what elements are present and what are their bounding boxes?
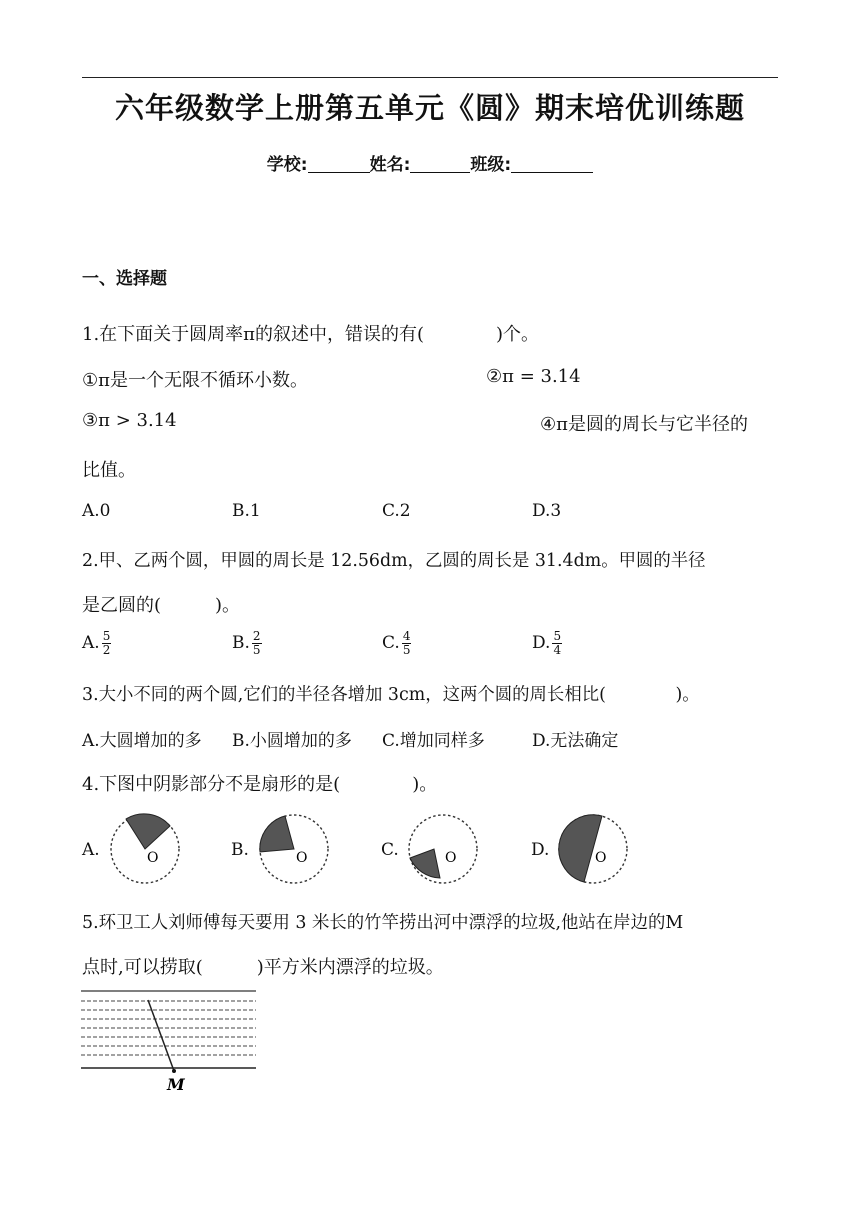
fraction-numerator: 5 — [553, 629, 562, 643]
q1-option-b[interactable]: B.1 — [232, 501, 261, 521]
name-blank[interactable] — [410, 154, 470, 173]
fraction-numerator: 5 — [102, 629, 111, 643]
center-label: O — [595, 850, 607, 866]
q2-option-c-letter: C. — [382, 633, 400, 653]
q2-option-a-letter: A. — [82, 633, 100, 653]
page-title: 六年级数学上册第五单元《圆》期末培优训练题 — [114, 91, 745, 125]
q2-option-d[interactable] — [532, 630, 562, 657]
fraction-numerator: 2 — [252, 629, 261, 643]
shaded-sector — [260, 816, 294, 852]
dashed-circle — [409, 815, 477, 883]
q2-stem-line2: 是乙圆的( )。 — [82, 595, 241, 616]
shaded-semicircle — [559, 815, 602, 882]
class-label: 班级: — [470, 155, 512, 175]
class-blank[interactable] — [511, 154, 593, 173]
fraction-denominator: 5 — [402, 643, 411, 657]
fraction-denominator: 5 — [252, 643, 261, 657]
bamboo-pole — [148, 1000, 174, 1071]
q1-option-d[interactable]: D.3 — [532, 501, 562, 521]
q1-stem: 1.在下面关于圆周率π的叙述中，错误的有( )个。 — [82, 324, 540, 345]
q2-option-b-fraction — [252, 630, 262, 657]
q1-statement-1: ①π是一个无限不循环小数。 — [82, 370, 308, 391]
header-rule — [82, 77, 778, 78]
shaded-sector — [126, 814, 170, 849]
center-label: O — [296, 850, 308, 866]
q2-option-d-letter: D. — [532, 633, 551, 653]
q2-option-b[interactable] — [232, 630, 262, 657]
student-info-line — [0, 150, 860, 175]
fraction-numerator: 4 — [402, 629, 411, 643]
q1-statement-4: ④π是圆的周长与它半径的 — [540, 414, 748, 435]
center-label: O — [445, 850, 457, 866]
q3-option-b[interactable]: B.小圆增加的多 — [232, 731, 352, 751]
q2-option-a[interactable] — [82, 630, 111, 657]
q4-figure-a — [100, 812, 190, 888]
q3-option-d[interactable]: D.无法确定 — [532, 731, 619, 751]
school-blank[interactable] — [308, 154, 370, 173]
q5-stem-line1: 5.环卫工人刘师傅每天要用 3 米长的竹竿捞出河中漂浮的垃圾,他站在岸边的M — [82, 913, 684, 933]
river-water-lines — [81, 1001, 256, 1055]
fraction-denominator: 4 — [553, 643, 562, 657]
name-label: 姓名: — [369, 155, 411, 175]
q2-option-b-letter: B. — [232, 633, 250, 653]
q4-figure-b — [249, 812, 339, 888]
shaded-region — [410, 849, 440, 878]
q4-option-c[interactable]: C. — [381, 840, 399, 860]
point-m-label: M — [167, 1075, 185, 1094]
q1-option-c[interactable]: C.2 — [382, 501, 411, 521]
q5-stem-line2: 点时,可以捞取( )平方米内漂浮的垃圾。 — [82, 957, 444, 978]
q1-statement-3: ③π > 3.14 — [82, 410, 177, 431]
q1-statement-4-cont: 比值。 — [82, 460, 136, 481]
q4-figure-c — [398, 812, 488, 888]
q4-figure-d — [548, 812, 638, 888]
q1-option-a[interactable]: A.0 — [82, 501, 111, 521]
q3-option-c[interactable]: C.增加同样多 — [382, 731, 485, 751]
q2-option-c[interactable] — [382, 630, 411, 657]
q4-stem: 4.下图中阴影部分不是扇形的是( )。 — [82, 774, 438, 795]
fraction-denominator: 2 — [102, 643, 111, 657]
center-label: O — [147, 850, 159, 866]
q2-option-d-fraction — [552, 630, 562, 657]
q1-statement-2: ②π = 3.14 — [486, 366, 581, 387]
q5-river-figure — [80, 988, 260, 1094]
q2-option-a-fraction — [102, 630, 112, 657]
q2-option-c-fraction — [402, 630, 412, 657]
section-title: 一、选择题 — [82, 269, 167, 289]
q3-stem: 3.大小不同的两个圆,它们的半径各增加 3cm，这两个圆的周长相比( )。 — [82, 685, 700, 705]
q2-stem-line1: 2.甲、乙两个圆，甲圆的周长是 12.56dm，乙圆的周长是 31.4dm。甲圆的半径 — [82, 551, 706, 571]
point-m — [172, 1069, 176, 1073]
school-label: 学校: — [266, 155, 308, 175]
q4-option-a[interactable]: A. — [82, 840, 100, 860]
q3-option-a[interactable]: A.大圆增加的多 — [82, 731, 202, 751]
q4-option-b[interactable]: B. — [231, 840, 249, 860]
q4-option-d[interactable]: D. — [531, 840, 550, 860]
